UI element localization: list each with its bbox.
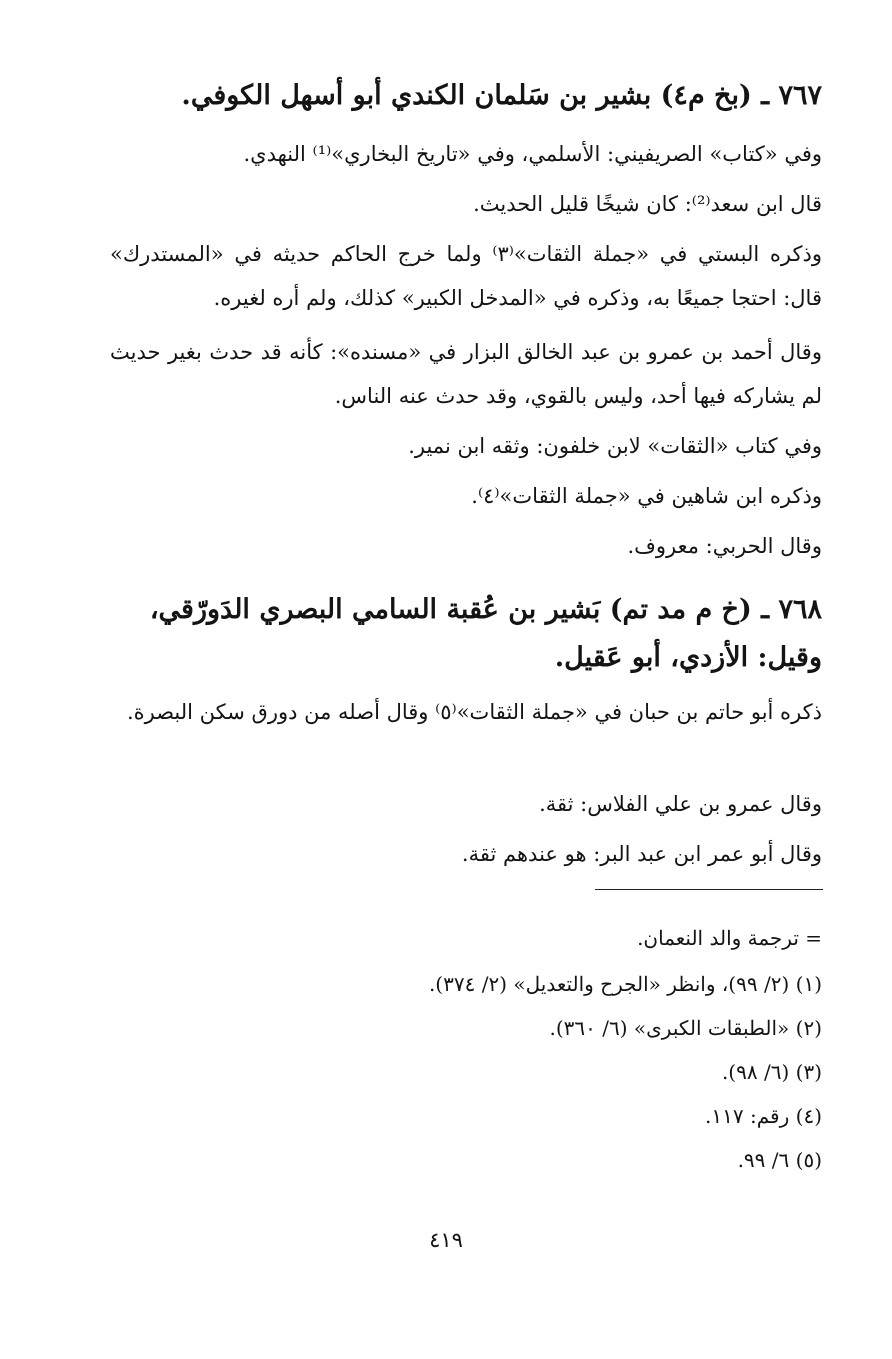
footnote-5: (٥) ٦/ ٩٩. (737, 1148, 822, 1172)
footnote-4: (٤) رقم: ١١٧. (705, 1104, 822, 1128)
entry-767-para-7: وقال الحربي: معروف. (627, 534, 822, 558)
entry-767-para-3: وذكره البستي في «جملة الثقات»⁽٣⁾ ولما خرج الحاكم حديثه في «المستدرك» قال: احتجا جميعًا به، وذكره في «المدخل الكبير» كذلك، ولم أره لغيره. (110, 242, 822, 310)
footnote-2: (٢) «الطبقات الكبرى» (٦/ ٣٦٠). (549, 1016, 822, 1040)
entry-767-para-2: قال ابن سعد⁽²⁾: كان شيخًا قليل الحديث. (473, 192, 822, 216)
entry-768-heading: ٧٦٨ ـ (خ م مد تم) بَشير بن عُقبة السامي البصري الدَورّقي، وقيل: الأزدي، أبو عَقيل. (149, 594, 822, 673)
entry-767-para-4: وقال أحمد بن عمرو بن عبد الخالق البزار في «مسنده»: كأنه قد حدث بغير حديث لم يشاركه فيها أحد، وليس بالقوي، وقد حدث عنه الناس. (110, 340, 822, 408)
footnote-continuation: = ترجمة والد النعمان. (637, 926, 822, 950)
entry-768-para-3: وقال أبو عمر ابن عبد البر: هو عندهم ثقة. (461, 842, 822, 866)
entry-767-para-6: وذكره ابن شاهين في «جملة الثقات»⁽٤⁾. (471, 484, 822, 508)
entry-767-para-5: وفي كتاب «الثقات» لابن خلفون: وثقه ابن نمير. (408, 434, 822, 458)
footnote-separator (595, 889, 823, 890)
entry-768-para-1: ذكره أبو حاتم بن حبان في «جملة الثقات»⁽٥⁾ وقال أصله من دورق سكن البصرة. (126, 700, 822, 724)
entry-767-para-1: وفي «كتاب» الصريفيني: الأسلمي، وفي «تاريخ البخاري»⁽¹⁾ النهدي. (243, 142, 822, 166)
page-number: ٤١٩ (429, 1228, 463, 1252)
footnote-3: (٣) (٦/ ٩٨). (721, 1060, 822, 1084)
footnote-1: (١) (٢/ ٩٩)، وانظر «الجرح والتعديل» (٢/ ٣٧٤). (428, 972, 822, 996)
entry-767-heading: ٧٦٧ ـ (بخ م٤) بشير بن سَلمان الكندي أبو أسهل الكوفي. (181, 80, 822, 111)
entry-768-para-2: وقال عمرو بن علي الفلاس: ثقة. (539, 792, 822, 816)
